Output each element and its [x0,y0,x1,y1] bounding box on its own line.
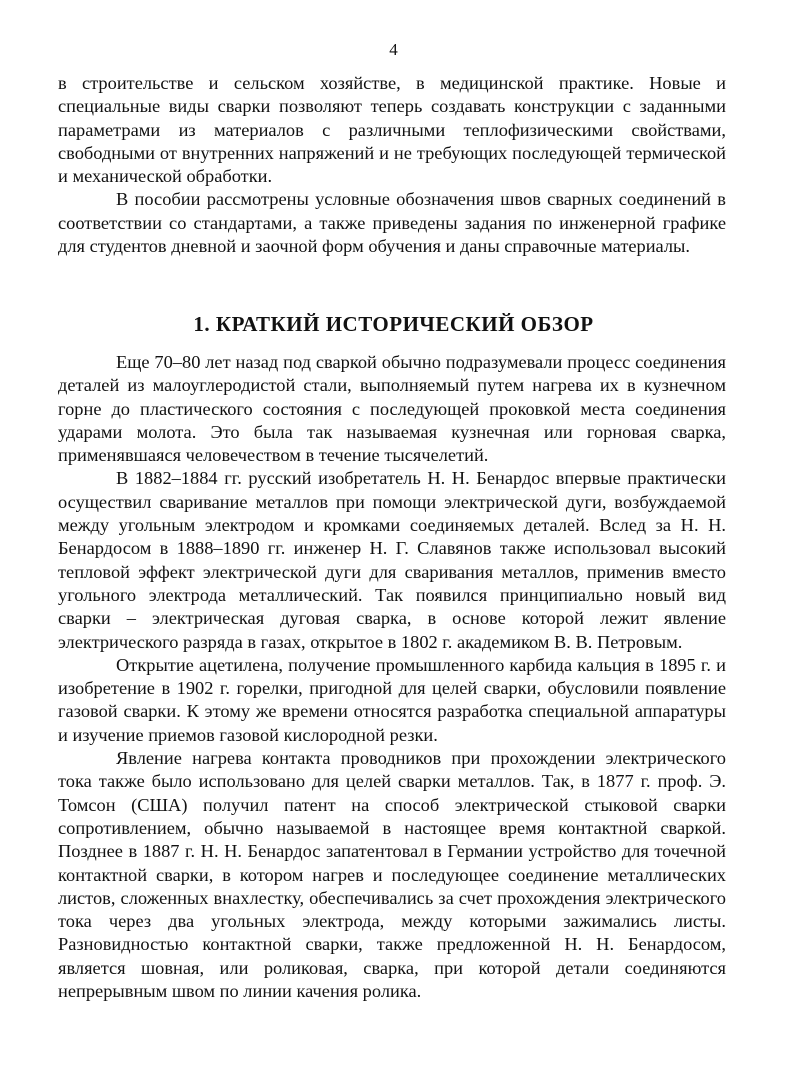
section-heading: 1. КРАТКИЙ ИСТОРИЧЕСКИЙ ОБЗОР [193,312,594,336]
intro-text [58,72,726,258]
paragraph: Еще 70–80 лет назад под сваркой обычно подразумевали процесс соединения деталей из малоуглеродистой стали, выполняемый путем нагрева их в кузнечном горне до пластического состояния с последующей проковкой места соединения ударами молота. Это была так называемая кузнечная или горновая сварка, применявшаяся человечеством в течение тысячелетий. [58,352,726,466]
paragraph: В пособии рассмотрены условные обозначения швов сварных соединений в соответствии со стандартами, а также приведены задания по инженерной графике для студентов дневной и заочной форм обучения и даны справочные материалы. [58,189,726,257]
paragraph: в строительстве и сельском хозяйстве, в медицинской практике. Новые и специальные виды сварки позволяют теперь создавать конструкции с заданными параметрами из материалов с различными теплофизическими свойствами, свободными от внутренних напряжений и не требующих последующей термической и механической обработки. [58,73,726,187]
paragraph: В 1882–1884 гг. русский изобретатель Н. Н. Бенардос впервые практически осуществил сваривание металлов при помощи электрической дуги, возбуждаемой между угольным электродом и кромками соединяемых деталей. Вслед за Н. Н. Бенардосом в 1888–1890 гг. инженер Н. Г. Славянов также использовал высокий тепловой эффект электрической дуги для сваривания металлов, применив вместо угольного электрода металлический. Так появился принципиально новый вид сварки – электрическая дуговая сварка, в основе которой лежит явление электрического разряда в газах, открытое в 1802 г. академиком В. В. Петровым. [58,468,726,652]
page-number: 4 [389,40,398,59]
section-body [58,351,726,1003]
paragraph: Открытие ацетилена, получение промышленного карбида кальция в 1895 г. и изобретение в 1902 г. горелки, пригодной для целей сварки, обусловили появление газовой сварки. К этому же времени относятся разработка специальной аппаратуры и изучение приемов газовой кислородной резки. [58,654,726,745]
paragraph: Явление нагрева контакта проводников при прохождении электрического тока также было использовано для целей сварки металлов. Так, в 1877 г. проф. Э. Томсон (США) получил патент на способ электрической стыковой сварки сопротивлением, обычно называемой в настоящее время контактной сваркой. Позднее в 1887 г. Н. Н. Бенардос запатентовал в Германии устройство для точечной контактной сварки, в котором нагрев и последующее соединение металлических листов, сложенных внахлестку, обеспечивались за счет прохождения электрического тока через два угольных электрода, между которыми зажимались листы. Разновидностью контактной сварки, также предложенной Н. Н. Бенардосом, является шовная, или роликовая, сварка, при которой детали соединяются непрерывным швом по линии качения ролика. [58,748,726,1002]
